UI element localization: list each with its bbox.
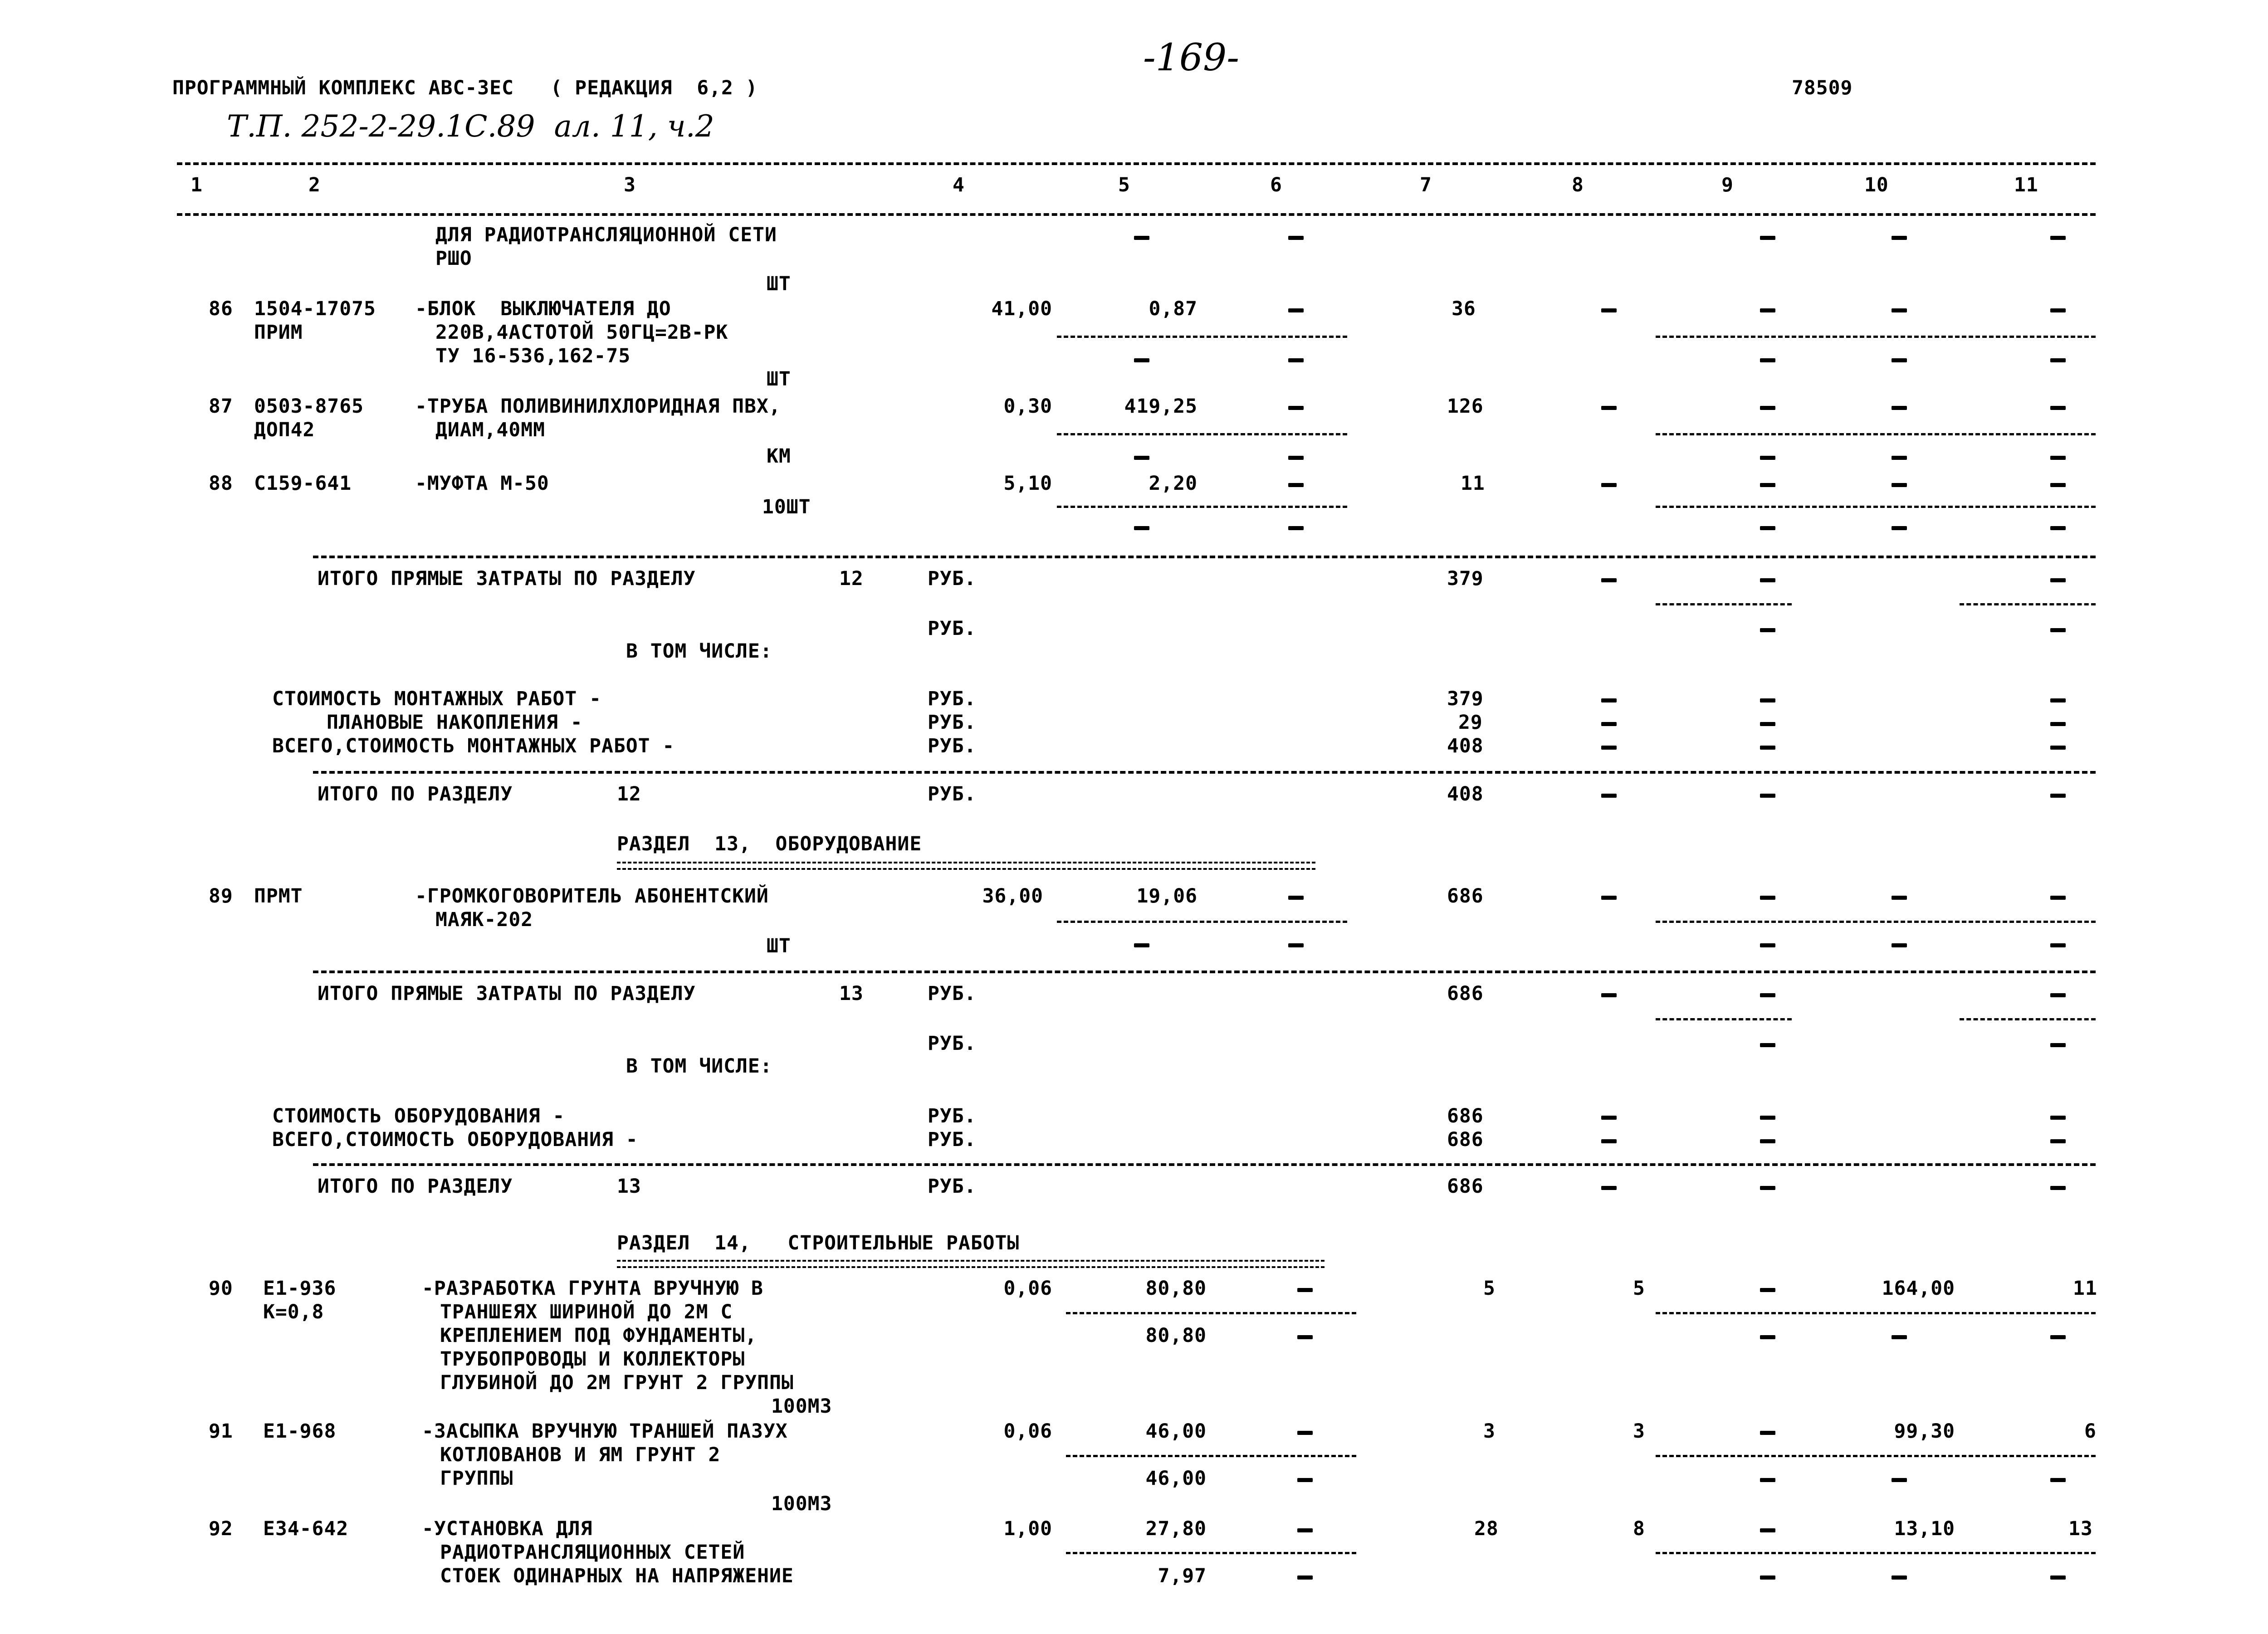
col-3: 3 <box>624 174 636 196</box>
dash-mark <box>1760 358 1775 362</box>
currency-unit: РУБ. <box>928 1175 977 1198</box>
underline <box>1057 506 1347 508</box>
row-col10: 164,00 <box>1882 1277 1955 1300</box>
currency-unit: РУБ. <box>928 1105 977 1127</box>
dash-mark <box>1760 1186 1775 1190</box>
dash-mark <box>1892 236 1907 240</box>
dash-mark <box>1288 896 1304 900</box>
row-code-note: ПРИМ <box>254 321 303 344</box>
dash-mark <box>1288 483 1304 487</box>
section-heading-line2: РШО <box>435 247 472 270</box>
row-description: СТОЕК ОДИНАРНЫХ НА НАПРЯЖЕНИЕ <box>440 1565 794 1587</box>
cost-value: 408 <box>1447 735 1484 757</box>
row-col8: 3 <box>1633 1420 1645 1443</box>
col-2: 2 <box>308 174 321 196</box>
row-price-secondary: 46,00 <box>1145 1467 1207 1490</box>
row-number: 90 <box>209 1277 233 1300</box>
cost-value: 686 <box>1447 1128 1484 1151</box>
dash-mark <box>1297 1575 1313 1580</box>
underline <box>1656 921 2096 923</box>
rule <box>313 771 2096 774</box>
dash-mark <box>1601 698 1617 702</box>
row-description: РАДИОТРАНСЛЯЦИОННЫХ СЕТЕЙ <box>440 1541 745 1564</box>
cost-value: 379 <box>1447 688 1484 710</box>
dash-mark <box>1760 943 1775 947</box>
dash-mark <box>1601 406 1617 410</box>
row-description: -МУФТА М-50 <box>415 472 549 495</box>
dash-mark <box>1601 578 1617 582</box>
dash-mark <box>1760 1288 1775 1292</box>
dash-mark <box>1760 993 1775 997</box>
document-code: 78509 <box>1792 77 1853 99</box>
dash-mark <box>1760 578 1775 582</box>
underline <box>1656 1312 2096 1314</box>
including-label: В ТОМ ЧИСЛЕ: <box>626 640 772 663</box>
underline <box>1057 336 1347 338</box>
cost-label: ВСЕГО,СТОИМОСТЬ ОБОРУДОВАНИЯ - <box>272 1128 638 1151</box>
row-unit: ШТ <box>767 935 791 957</box>
row-col11: 13 <box>2068 1517 2093 1540</box>
underline <box>1960 603 2096 605</box>
row-description: ГЛУБИНОЙ ДО 2М ГРУНТ 2 ГРУППЫ <box>440 1371 794 1394</box>
dash-mark <box>1601 483 1617 487</box>
row-description: -БЛОК ВЫКЛЮЧАТЕЛЯ ДО <box>415 298 671 320</box>
row-col10: 99,30 <box>1894 1420 1955 1443</box>
section-title-underline <box>617 862 1315 870</box>
dash-mark <box>1134 943 1149 947</box>
dash-mark <box>1760 722 1775 726</box>
dash-mark <box>1760 1528 1775 1532</box>
row-price: 46,00 <box>1145 1420 1207 1443</box>
dash-mark <box>1601 1186 1617 1190</box>
handwritten-reference: Т.П. 252-2-29.1С.89 ал. 11, ч.2 <box>227 109 714 144</box>
row-description: ТУ 16-536,162-75 <box>435 345 631 367</box>
total-label: ИТОГО ПО РАЗДЕЛУ <box>318 1175 513 1198</box>
row-quantity: 36,00 <box>982 885 1043 907</box>
row-code-note: К=0,8 <box>263 1301 324 1323</box>
dash-mark <box>2050 1186 2066 1190</box>
dash-mark <box>1760 1335 1775 1339</box>
total-label: ИТОГО ПРЯМЫЕ ЗАТРАТЫ ПО РАЗДЕЛУ <box>318 567 696 590</box>
row-price: 80,80 <box>1145 1277 1207 1300</box>
row-description: КОТЛОВАНОВ И ЯМ ГРУНТ 2 <box>440 1444 721 1466</box>
underline <box>1656 1018 1792 1020</box>
row-description: ДИАМ,40ММ <box>435 419 545 441</box>
total-label: ИТОГО ПРЯМЫЕ ЗАТРАТЫ ПО РАЗДЕЛУ <box>318 982 696 1005</box>
dash-mark <box>1760 1139 1775 1143</box>
row-code: Е1-968 <box>263 1420 337 1443</box>
row-description: КРЕПЛЕНИЕМ ПОД ФУНДАМЕНТЫ, <box>440 1324 758 1347</box>
row-col7: 28 <box>1474 1517 1499 1540</box>
row-number: 86 <box>209 298 233 320</box>
dash-mark <box>1760 794 1775 798</box>
row-number: 91 <box>209 1420 233 1443</box>
dash-mark <box>1760 1116 1775 1120</box>
cost-label: ПЛАНОВЫЕ НАКОПЛЕНИЯ - <box>327 711 583 734</box>
row-col7: 36 <box>1452 298 1476 320</box>
dash-mark <box>1288 943 1304 947</box>
dash-mark <box>1892 358 1907 362</box>
currency-unit: РУБ. <box>928 735 977 757</box>
row-col8: 8 <box>1633 1517 1645 1540</box>
dash-mark <box>1288 526 1304 530</box>
col-7: 7 <box>1420 174 1432 196</box>
section-14-title: РАЗДЕЛ 14, СТРОИТЕЛЬНЫЕ РАБОТЫ <box>617 1232 1020 1254</box>
col-5: 5 <box>1118 174 1130 196</box>
currency-unit: РУБ. <box>928 783 977 805</box>
currency-unit: РУБ. <box>928 567 977 590</box>
dash-mark <box>2050 896 2066 900</box>
dash-mark <box>1760 308 1775 312</box>
total-value: 408 <box>1447 783 1484 805</box>
currency-unit: РУБ. <box>928 711 977 734</box>
row-code: С159-641 <box>254 472 352 495</box>
dash-mark <box>1892 526 1907 530</box>
row-quantity: 0,30 <box>1003 395 1052 418</box>
row-code-note: ДОП42 <box>254 419 315 441</box>
row-description: -ЗАСЫПКА ВРУЧНУЮ ТРАНШЕЙ ПАЗУХ <box>422 1420 788 1443</box>
dash-mark <box>1892 1575 1907 1580</box>
currency-unit: РУБ. <box>928 1032 977 1055</box>
row-price: 19,06 <box>1136 885 1198 907</box>
underline <box>1066 1455 1356 1457</box>
row-unit: ШТ <box>767 368 791 390</box>
dash-mark <box>2050 1116 2066 1120</box>
dash-mark <box>1760 1575 1775 1580</box>
underline <box>1066 1312 1356 1314</box>
page-number: -169- <box>1143 36 1239 79</box>
row-code: 0503-8765 <box>254 395 364 418</box>
row-quantity: 1,00 <box>1003 1517 1052 1540</box>
row-code: Е1-936 <box>263 1277 337 1300</box>
row-price-secondary: 7,97 <box>1158 1565 1207 1587</box>
row-unit: 10ШТ <box>762 496 811 518</box>
row-description: 220В,4АСТОТОЙ 50ГЦ=2В-РК <box>435 321 728 344</box>
dash-mark <box>1892 943 1907 947</box>
total-value: 686 <box>1447 1175 1484 1198</box>
row-quantity: 0,06 <box>1003 1277 1052 1300</box>
row-number: 92 <box>209 1517 233 1540</box>
row-price: 419,25 <box>1124 395 1198 418</box>
row-quantity: 5,10 <box>1003 472 1052 495</box>
dash-mark <box>1601 746 1617 750</box>
dash-mark <box>1892 483 1907 487</box>
row-description: -УСТАНОВКА ДЛЯ <box>422 1517 593 1540</box>
including-label: В ТОМ ЧИСЛЕ: <box>626 1055 772 1078</box>
dash-mark <box>2050 746 2066 750</box>
header-bottom-rule <box>177 213 2096 216</box>
row-description: -РАЗРАБОТКА ГРУНТА ВРУЧНУЮ В <box>422 1277 763 1300</box>
underline <box>1057 921 1347 923</box>
cost-label: СТОИМОСТЬ ОБОРУДОВАНИЯ - <box>272 1105 565 1127</box>
underline <box>1057 433 1347 435</box>
dash-mark <box>1760 1431 1775 1435</box>
row-number: 88 <box>209 472 233 495</box>
dash-mark <box>1760 698 1775 702</box>
section-heading-unit: ШТ <box>767 273 791 295</box>
dash-mark <box>2050 1043 2066 1047</box>
total-value: 686 <box>1447 982 1484 1005</box>
section-number: 12 <box>839 567 864 590</box>
row-col10: 13,10 <box>1894 1517 1955 1540</box>
row-code: ПРМТ <box>254 885 303 907</box>
row-col7: 5 <box>1483 1277 1496 1300</box>
dash-mark <box>1601 722 1617 726</box>
dash-mark <box>1297 1478 1313 1482</box>
row-price-secondary: 80,80 <box>1145 1324 1207 1347</box>
underline <box>1656 336 2096 338</box>
dash-mark <box>1288 456 1304 460</box>
dash-mark <box>1601 896 1617 900</box>
dash-mark <box>2050 456 2066 460</box>
cost-label: СТОИМОСТЬ МОНТАЖНЫХ РАБОТ - <box>272 688 601 710</box>
dash-mark <box>2050 1139 2066 1143</box>
row-col8: 5 <box>1633 1277 1645 1300</box>
dash-mark <box>1288 406 1304 410</box>
dash-mark <box>1760 896 1775 900</box>
dash-mark <box>2050 406 2066 410</box>
dash-mark <box>1288 236 1304 240</box>
currency-unit: РУБ. <box>928 688 977 710</box>
dash-mark <box>2050 1575 2066 1580</box>
col-11: 11 <box>2014 174 2038 196</box>
dash-mark <box>2050 628 2066 632</box>
row-unit: КМ <box>767 445 791 468</box>
dash-mark <box>1760 406 1775 410</box>
dash-mark <box>1760 526 1775 530</box>
dash-mark <box>1760 483 1775 487</box>
underline <box>1656 1455 2096 1457</box>
cost-value: 29 <box>1458 711 1483 734</box>
row-unit: 100М3 <box>771 1493 832 1515</box>
row-quantity: 0,06 <box>1003 1420 1052 1443</box>
dash-mark <box>1134 526 1149 530</box>
section-number: 12 <box>617 783 641 805</box>
dash-mark <box>1297 1431 1313 1435</box>
dash-mark <box>1601 1116 1617 1120</box>
dash-mark <box>1760 1043 1775 1047</box>
total-value: 379 <box>1447 567 1484 590</box>
row-col7: 11 <box>1461 472 1485 495</box>
underline <box>1656 433 2096 435</box>
dash-mark <box>1760 1478 1775 1482</box>
dash-mark <box>2050 698 2066 702</box>
cost-value: 686 <box>1447 1105 1484 1127</box>
dash-mark <box>1892 308 1907 312</box>
dash-mark <box>1601 993 1617 997</box>
row-code: Е34-642 <box>263 1517 349 1540</box>
dash-mark <box>2050 358 2066 362</box>
row-description: МАЯК-202 <box>435 908 533 931</box>
row-col7: 3 <box>1483 1420 1496 1443</box>
section-13-title: РАЗДЕЛ 13, ОБОРУДОВАНИЕ <box>617 833 922 855</box>
row-price: 27,80 <box>1145 1517 1207 1540</box>
col-4: 4 <box>953 174 965 196</box>
row-quantity: 41,00 <box>991 298 1052 320</box>
program-title: ПРОГРАММНЫЙ КОМПЛЕКС АВС-3ЕС ( РЕДАКЦИЯ 6,2 ) <box>172 77 758 99</box>
dash-mark <box>1297 1528 1313 1532</box>
dash-mark <box>1601 308 1617 312</box>
section-number: 13 <box>839 982 864 1005</box>
currency-unit: РУБ. <box>928 982 977 1005</box>
row-number: 87 <box>209 395 233 418</box>
row-col11: 11 <box>2073 1277 2097 1300</box>
header-top-rule <box>177 162 2096 165</box>
dash-mark <box>1760 236 1775 240</box>
col-8: 8 <box>1572 174 1584 196</box>
dash-mark <box>2050 483 2066 487</box>
dash-mark <box>1601 1139 1617 1143</box>
dash-mark <box>1892 896 1907 900</box>
row-col11: 6 <box>2084 1420 2097 1443</box>
dash-mark <box>2050 1335 2066 1339</box>
dash-mark <box>2050 722 2066 726</box>
section-title-underline <box>617 1260 1325 1268</box>
dash-mark <box>2050 943 2066 947</box>
dash-mark <box>2050 526 2066 530</box>
dash-mark <box>1892 406 1907 410</box>
row-col7: 686 <box>1447 885 1484 907</box>
row-price: 2,20 <box>1149 472 1198 495</box>
col-9: 9 <box>1721 174 1734 196</box>
rule <box>313 556 2096 558</box>
dash-mark <box>1892 1335 1907 1339</box>
row-description: ТРАНШЕЯХ ШИРИНОЙ ДО 2М С <box>440 1301 733 1323</box>
section-number: 13 <box>617 1175 641 1198</box>
row-price: 0,87 <box>1149 298 1198 320</box>
dash-mark <box>1760 456 1775 460</box>
dash-mark <box>1134 358 1149 362</box>
dash-mark <box>2050 993 2066 997</box>
dash-mark <box>1134 456 1149 460</box>
dash-mark <box>1760 628 1775 632</box>
dash-mark <box>1288 358 1304 362</box>
col-10: 10 <box>1864 174 1889 196</box>
dash-mark <box>1760 746 1775 750</box>
section-heading: ДЛЯ РАДИОТРАНСЛЯЦИОННОЙ СЕТИ <box>435 224 777 246</box>
dash-mark <box>2050 236 2066 240</box>
row-description: ТРУБОПРОВОДЫ И КОЛЛЕКТОРЫ <box>440 1348 745 1371</box>
dash-mark <box>2050 1478 2066 1482</box>
dash-mark <box>2050 578 2066 582</box>
underline <box>1960 1018 2096 1020</box>
currency-unit: РУБ. <box>928 617 977 640</box>
underline <box>1656 506 2096 508</box>
row-number: 89 <box>209 885 233 907</box>
row-unit: 100М3 <box>771 1395 832 1418</box>
row-description: -ГРОМКОГОВОРИТЕЛЬ АБОНЕНТСКИЙ <box>415 885 769 907</box>
col-6: 6 <box>1270 174 1282 196</box>
dash-mark <box>1892 1478 1907 1482</box>
total-label: ИТОГО ПО РАЗДЕЛУ <box>318 783 513 805</box>
rule <box>313 971 2096 973</box>
dash-mark <box>1134 236 1149 240</box>
row-description: ГРУППЫ <box>440 1467 513 1490</box>
cost-label: ВСЕГО,СТОИМОСТЬ МОНТАЖНЫХ РАБОТ - <box>272 735 675 757</box>
row-code: 1504-17075 <box>254 298 376 320</box>
row-col7: 126 <box>1447 395 1484 418</box>
underline <box>1656 603 1792 605</box>
dash-mark <box>1892 456 1907 460</box>
row-description: -ТРУБА ПОЛИВИНИЛХЛОРИДНАЯ ПВХ, <box>415 395 781 418</box>
rule <box>313 1163 2096 1166</box>
col-1: 1 <box>191 174 203 196</box>
currency-unit: РУБ. <box>928 1128 977 1151</box>
dash-mark <box>2050 308 2066 312</box>
underline <box>1066 1552 1356 1554</box>
dash-mark <box>1297 1335 1313 1339</box>
dash-mark <box>1601 794 1617 798</box>
underline <box>1656 1552 2096 1554</box>
dash-mark <box>1297 1288 1313 1292</box>
dash-mark <box>2050 794 2066 798</box>
dash-mark <box>1288 308 1304 312</box>
